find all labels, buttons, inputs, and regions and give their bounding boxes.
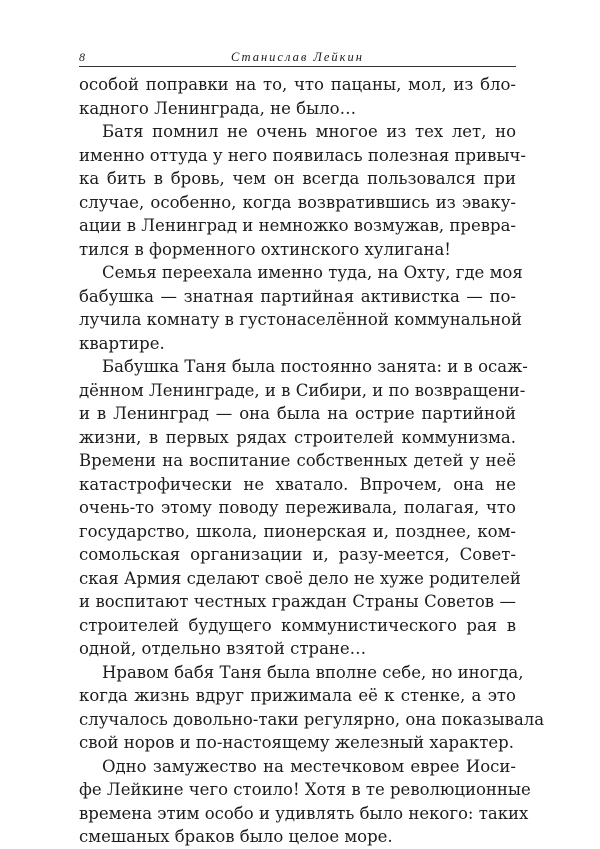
text-line: Нравом бабя Таня была вполне себе, но иногда,: [102, 662, 524, 682]
text-line: когда жизнь вдруг прижимала её к стенке, а это: [79, 686, 516, 705]
text-line: сомольская организации и, разу-меется, Совет-: [79, 545, 516, 564]
text-line: Батя помнил не очень многое из тех лет, но: [102, 122, 516, 141]
page-header: [79, 50, 516, 66]
text-line: и в Ленинград — она была на острие партийной: [79, 404, 516, 423]
text-line: случае, особенно, когда возвратившись из эваку-: [79, 192, 516, 212]
running-title: Станислав Лейкин: [231, 50, 364, 64]
text-line: ации в Ленинград и немножко возмужав, превра-: [79, 216, 516, 235]
text-line: дённом Ленинграде, и в Сибири, и по возвращени-: [79, 380, 526, 400]
text-line: бабушка — знатная партийная активистка — по-: [79, 286, 516, 306]
text-line: очень-то этому поводу переживала, полагая, что: [79, 498, 516, 517]
text-line: времена этим особо и удивлять было некого: таких: [79, 803, 529, 823]
text-line: смешаных браков было целое море.: [79, 827, 393, 846]
text-line: одной, отдельно взятой стране…: [79, 639, 367, 658]
text-line: Бабушка Таня была постоянно занята: и в осаж-: [102, 357, 528, 376]
text-line: Времени на воспитание собственных детей у неё: [79, 451, 516, 470]
text-line: Семья переехала именно туда, на Охту, где моя: [102, 263, 523, 282]
text-line: и воспитают честных граждан Страны Советов —: [79, 592, 516, 611]
body-text: [79, 73, 545, 849]
text-line: ка бить в бровь, чем он всегда пользовался при: [79, 169, 516, 188]
text-line: тился в форменного охтинского хулигана!: [79, 239, 451, 259]
text-line: государство, школа, пионерская и, позднее, ком-: [79, 521, 516, 541]
text-line: именно оттуда у него появилась полезная привыч-: [79, 145, 526, 165]
text-line: лучила комнату в густонаселённой коммунальной: [79, 310, 522, 329]
page-number: 8: [79, 50, 85, 64]
text-line: свой норов и по-настоящему железный характер.: [79, 733, 514, 752]
text-line: катастрофически не хватало. Впрочем, она не: [79, 474, 516, 494]
text-line: жизни, в первых рядах строителей коммунизма.: [79, 427, 516, 447]
text-line: особой поправки на то, что пацаны, мол, из бло-: [79, 75, 516, 94]
text-line: кадного Ленинграда, не было…: [79, 98, 357, 118]
text-line: Одно замужество на местечковом еврее Иоси-: [102, 756, 516, 776]
header-rule: [79, 66, 516, 67]
text-line: фе Лейкине чего стоило! Хотя в те революционные: [79, 780, 531, 799]
text-line: ская Армия сделают своё дело не хуже родителей: [79, 568, 521, 588]
text-line: квартире.: [79, 333, 165, 353]
text-line: случалось довольно-таки регулярно, она показывала: [79, 709, 545, 729]
text-line: строителей будущего коммунистического рая в: [79, 615, 516, 635]
